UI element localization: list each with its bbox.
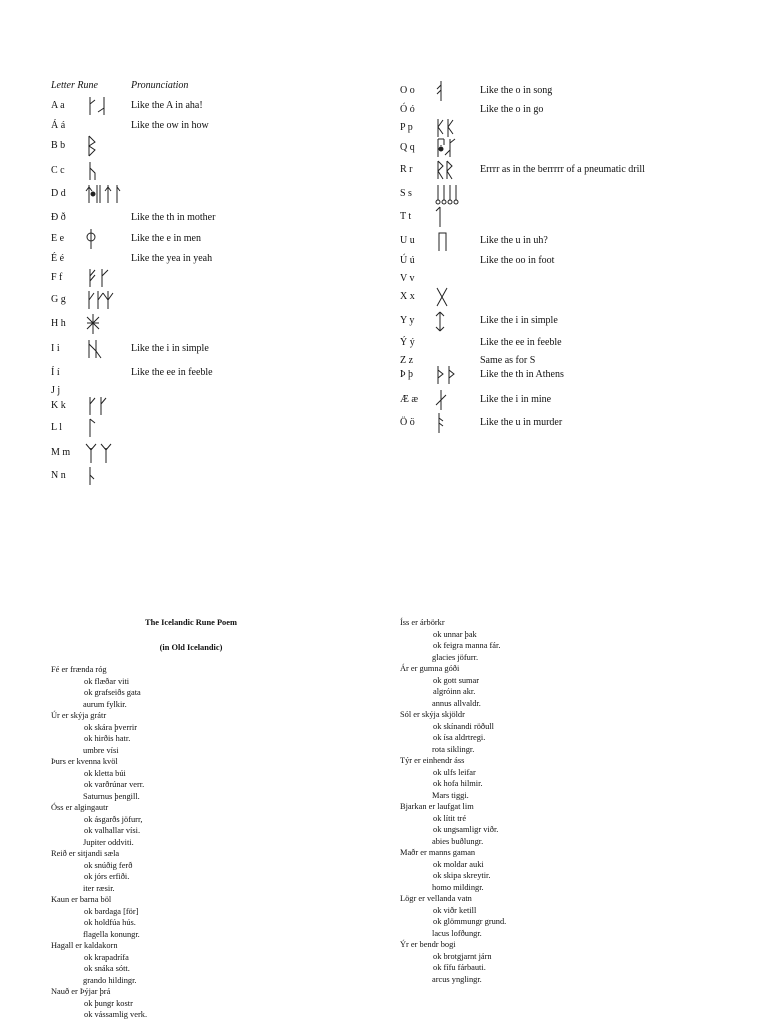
rune-row [400,253,730,271]
stanza-line: ok grafseiðs gata [84,688,141,697]
stanza-heading: Nauð er Þýjar þrá [51,987,111,996]
letter-label: Þ þ [400,369,414,380]
poem-stanza [400,755,700,801]
rune-glyph-icon [433,183,483,205]
poem-stanza [51,848,351,894]
stanza-latin-line: flagella konungr. [83,929,140,939]
stanza-line: ok krapadrífa [84,952,129,962]
rune-row [400,313,730,335]
stanza-heading: Kaun er barna böl [51,895,112,904]
poem-stanza [400,847,700,893]
stanza-heading: Óss er algingautr [51,803,109,812]
poem-stanza [400,893,700,939]
letter-label: G g [51,294,66,305]
stanza-heading: Íss er árbörkr [400,618,445,627]
stanza-line: ok ásgarðs jöfurr, [84,814,143,824]
poem-stanza [51,710,351,756]
letter-label: F f [51,272,63,283]
stanza-line: ok moldar auki [433,859,484,869]
letter-label: I i [51,343,60,354]
pronunciation-text: Like the i in simple [480,315,558,326]
letter-label: L l [51,422,63,433]
rune-glyph-icon [84,442,134,464]
pronunciation-text: Like the i in mine [480,394,552,405]
poem-stanza [400,801,700,847]
letter-label: P p [400,122,413,133]
stanza-latin-line: arcus ynglingr. [432,974,482,984]
letter-label: N n [51,470,66,481]
pronunciation-text: Like the u in murder [480,417,563,428]
rune-glyph-icon [433,412,483,434]
letter-label: É é [51,253,65,264]
stanza-latin-line: Jupiter oddviti. [83,837,134,847]
pronunciation-text: Like the ee in feeble [131,367,213,378]
pronunciation-text: Like the u in uh? [480,235,548,246]
rune-glyph-icon [433,286,483,308]
stanza-line: ok viðr ketill [433,905,477,915]
stanza-line: ok varðrúnar verr. [84,780,145,789]
rune-row [51,365,381,383]
rune-glyph-icon [433,230,483,252]
letter-label: Á á [51,120,66,131]
poem-stanza [51,986,351,1021]
stanza-line: ok glömmungr grund. [433,917,507,926]
letter-label: B b [51,140,66,151]
poem-column-right [400,617,700,985]
stanza-line: ok snúðig ferð [84,860,133,870]
pronunciation-text: Same as for S [480,355,536,366]
letter-label: S s [400,188,412,199]
letter-label: Z z [400,355,414,366]
letter-label: V v [400,273,415,284]
pronunciation-text: Like the ee in feeble [480,337,562,348]
poem-stanza [400,709,700,755]
pronunciation-text: Like the o in song [480,85,553,96]
rune-glyph-icon [84,160,134,182]
letter-label: M m [51,447,71,458]
rune-row [400,415,730,435]
stanza-latin-line: glacies jöfurr. [432,652,479,662]
rune-glyph-icon [433,159,483,181]
poem-stanza [51,664,351,710]
letter-label: C c [51,165,65,176]
pronunciation-text: Like the o in go [480,104,544,115]
poem-subtitle: (in Old Icelandic) [159,643,223,652]
letter-label: Y y [400,315,415,326]
pronunciation-text: Like the e in men [131,233,201,244]
letter-label: D d [51,188,66,199]
rune-table-left [51,80,381,488]
letter-label: Æ æ [400,394,419,405]
poem-stanza [51,940,351,986]
rune-glyph-icon [433,137,483,159]
pronunciation-text: Like the ow in how [131,120,209,131]
rune-glyph-icon [433,389,483,411]
rune-row [400,83,730,102]
stanza-latin-line: rota siklingr. [432,744,475,754]
rune-glyph-icon [84,95,134,117]
rune-row [400,233,730,253]
rune-glyph-icon [84,267,134,289]
pronunciation-text: Like the i in simple [131,343,209,354]
stanza-line: ok vássamlig verk. [84,1010,148,1019]
header-letter-rune: Letter Rune [51,80,98,91]
stanza-heading: Maðr er manns gaman [400,848,476,857]
pronunciation-text: Like the A in aha! [131,100,203,111]
poem-stanza [400,939,700,985]
rune-table-right [400,83,730,435]
stanza-heading: Úr er skýja grátr [51,711,107,720]
stanza-heading: Sól er skýja skjöldr [400,710,465,719]
poem-column-left [51,617,351,1021]
stanza-line: ok skára þverrir [84,722,138,732]
letter-label: Q q [400,142,415,153]
letter-label: T t [400,211,412,222]
poem-stanza [400,663,700,709]
stanza-line: ok ungsamligr viðr. [433,825,499,834]
letter-label: E e [51,233,65,244]
letter-label: J j [51,385,61,396]
letter-label: O o [400,85,415,96]
pronunciation-text: Like the oo in foot [480,255,555,266]
letter-label: X x [400,291,415,302]
poem-title: The Icelandic Rune Poem [145,618,237,627]
stanza-heading: Ýr er bendr bogi [400,940,456,949]
rune-row [51,341,381,365]
rune-row [51,98,381,118]
rune-glyph-icon [433,364,483,386]
letter-label: R r [400,164,413,175]
poem-stanza [400,617,700,663]
stanza-line: ok hirðis hatr. [84,734,131,743]
stanza-line: ok gott sumar [433,675,480,685]
stanza-line: ok holdfúa hús. [84,918,136,927]
stanza-line: ok ulfs leifar [433,767,476,777]
stanza-latin-line: annus allvaldr. [432,698,481,708]
stanza-latin-line: lacus lofðungr. [432,928,482,938]
stanza-latin-line: umbre vísi [83,745,119,755]
rune-glyph-icon [433,117,483,139]
rune-row [51,468,381,488]
pronunciation-text: Like the th in Athens [480,369,564,380]
stanza-line: ok lítit tré [433,813,467,823]
letter-label: K k [51,400,66,411]
rune-glyph-icon [433,206,483,228]
rune-row [51,231,381,251]
letter-label: U u [400,235,415,246]
letter-label: Í í [51,367,60,378]
rune-glyph-icon [84,289,134,311]
stanza-line: ok fífu fárbauti. [433,963,486,972]
stanza-line: ok snáka sótt. [84,964,130,973]
letter-label: Ð ð [51,212,66,223]
poem-stanza [51,802,351,848]
rune-glyph-icon [84,313,134,335]
stanza-line: ok hofa hilmir. [433,779,483,788]
stanza-line: ok skipa skreytir. [433,871,491,880]
stanza-latin-line: aurum fylkir. [83,699,127,709]
poem-stanza [51,894,351,940]
stanza-heading: Fé er frænda róg [51,665,107,674]
stanza-line: ok valhallar vísi. [84,826,141,835]
letter-label: H h [51,318,66,329]
stanza-line: ok bardaga [för] [84,906,139,916]
pronunciation-text: Like the yea in yeah [131,253,213,264]
stanza-line: ok jórs erfiði. [84,872,130,881]
rune-glyph-icon [433,80,483,102]
stanza-line: ok brotgjarnt járn [433,951,492,961]
stanza-line: ok ísa aldrtregi. [433,733,486,742]
stanza-line: ok unnar þak [433,629,477,639]
stanza-heading: Bjarkan er laufgat lim [400,802,474,811]
rune-glyph-icon [84,417,134,439]
letter-label: A a [51,100,65,111]
stanza-heading: Hagall er kaldakorn [51,941,118,950]
rune-row [51,186,381,210]
letter-label: Ö ö [400,417,415,428]
stanza-heading: Þurs er kvenna kvöl [51,757,118,766]
stanza-line: ok skínandi röðull [433,721,494,731]
letter-label: Ó ó [400,104,415,115]
rune-glyph-icon [84,183,134,205]
letter-label: Ú ú [400,255,415,266]
stanza-heading: Reið er sitjandi sæla [51,849,120,858]
rune-glyph-icon [433,310,483,332]
stanza-latin-line: grando hildingr. [83,975,137,985]
stanza-line: ok kletta búi [84,768,126,778]
stanza-heading: Týr er einhendr áss [400,756,465,765]
stanza-heading: Lögr er vellanda vatn [400,894,472,903]
stanza-latin-line: Saturnus þengill. [83,791,140,801]
stanza-line: ok flæðar viti [84,676,130,686]
stanza-line: algróinn akr. [433,687,476,696]
rune-glyph-icon [84,465,134,487]
stanza-latin-line: homo mildingr. [432,882,484,892]
stanza-heading: Ár er gumna góði [400,664,460,673]
rune-glyph-icon [84,338,134,360]
header-pronunciation: Pronunciation [131,80,189,91]
rune-glyph-icon [84,395,134,417]
rune-row [400,335,730,353]
rune-glyph-icon [84,135,134,157]
poem-stanza [51,756,351,802]
stanza-line: ok þungr kostr [84,998,133,1008]
stanza-latin-line: abies buðlungr. [432,836,484,846]
pronunciation-text: Errrr as in the berrrrr of a pneumatic drill [480,164,645,175]
stanza-line: ok feigra manna fár. [433,641,501,650]
pronunciation-text: Like the th in mother [131,212,216,223]
stanza-latin-line: Mars tiggi. [432,790,469,800]
letter-label: Ý ý [400,337,415,348]
rune-glyph-icon [84,228,134,250]
stanza-latin-line: iter ræsir. [83,883,115,893]
